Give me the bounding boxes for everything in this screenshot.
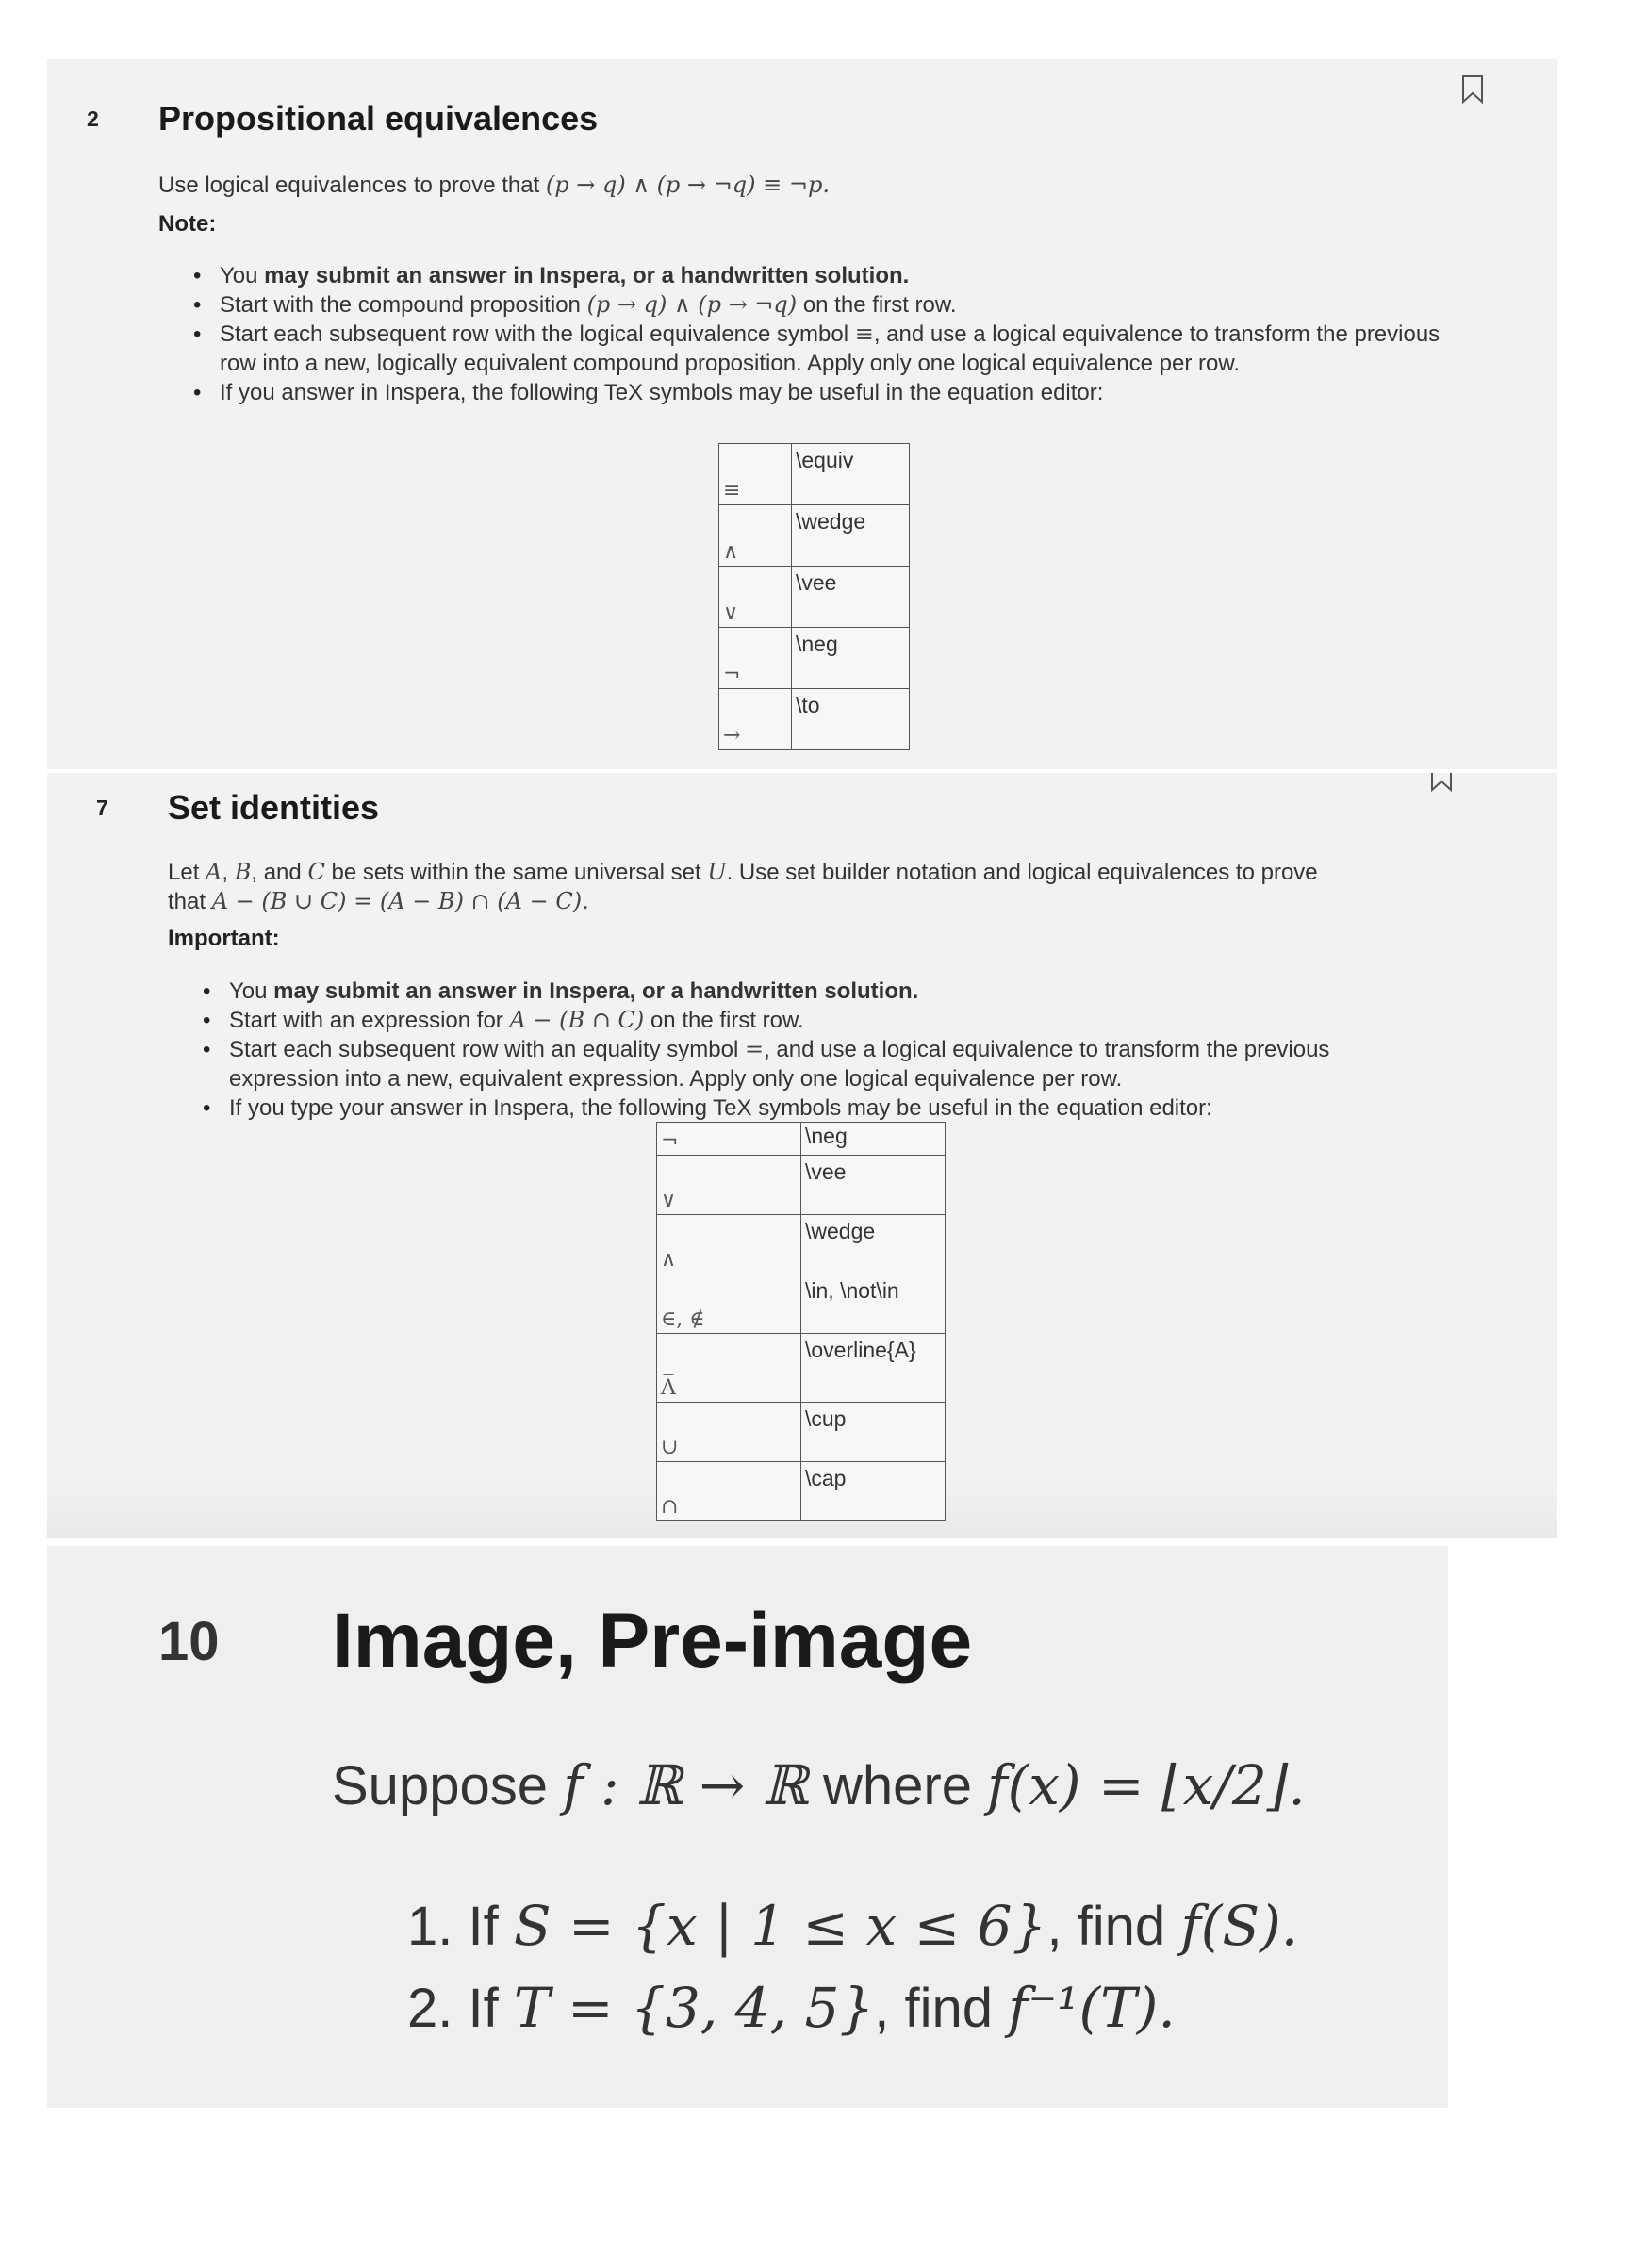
table-row bbox=[719, 689, 910, 750]
symbol-cell: ≡ bbox=[719, 444, 792, 505]
symbol-cell: ¬ bbox=[719, 628, 792, 689]
list-item: • You may submit an answer in Inspera, or a handwritten solution. bbox=[193, 261, 1447, 290]
table-row bbox=[657, 1403, 946, 1462]
list-item: • Start with an expression for A − (B ∩ C) on the first row. bbox=[203, 1006, 1428, 1035]
table-row bbox=[657, 1156, 946, 1215]
tex-command-cell: \cup bbox=[801, 1403, 946, 1462]
table-row bbox=[657, 1274, 946, 1334]
question-number: 10 bbox=[158, 1611, 220, 1672]
symbol-cell: ∈, ∉ bbox=[657, 1274, 801, 1334]
list-item: 2. If T = {3, 4, 5}, find f⁻¹(T). bbox=[407, 1976, 1176, 2040]
tex-symbols-table bbox=[656, 1122, 946, 1521]
symbol-cell: ∨ bbox=[657, 1156, 801, 1215]
bookmark-icon[interactable] bbox=[1459, 74, 1486, 105]
subquestion-list bbox=[407, 1885, 1298, 2049]
tex-command-cell: \neg bbox=[801, 1123, 946, 1156]
question-intro: Use logical equivalences to prove that (p → q) ∧ (p → ¬q) ≡ ¬p. bbox=[158, 172, 830, 198]
instructions-list bbox=[193, 261, 1447, 407]
formula: f : ℝ → ℝ bbox=[563, 1753, 808, 1817]
tex-command-cell: \neg bbox=[792, 628, 910, 689]
tex-command-cell: \vee bbox=[801, 1156, 946, 1215]
table-row bbox=[657, 1215, 946, 1274]
symbol-cell: ∨ bbox=[719, 567, 792, 628]
question-10-panel bbox=[47, 1546, 1448, 2108]
question-number: 2 bbox=[87, 107, 99, 131]
bookmark-icon[interactable] bbox=[1428, 773, 1455, 792]
table-row bbox=[657, 1334, 946, 1403]
question-number: 7 bbox=[96, 796, 108, 820]
instructions-list bbox=[203, 977, 1428, 1123]
tex-symbols-table bbox=[718, 443, 910, 750]
important-label: Important: bbox=[168, 926, 280, 951]
symbol-cell: ∧ bbox=[657, 1215, 801, 1274]
table-row bbox=[657, 1123, 946, 1156]
symbol-cell: ∩ bbox=[657, 1462, 801, 1521]
list-item: • Start each subsequent row with an equality symbol =, and use a logical equivalence to transform the previous expression into a new, equivalent expression. Apply only one logical equivalence per row. bbox=[203, 1035, 1428, 1093]
list-item: • Start each subsequent row with the logical equivalence symbol ≡, and use a logical equivalence to transform the previous row into a new, logically equivalent compound proposition. Apply only one logical equivalence per row. bbox=[193, 320, 1447, 378]
symbol-cell: A̅ bbox=[657, 1334, 801, 1403]
formula: f(x) = ⌊x/2⌋. bbox=[987, 1753, 1306, 1817]
question-intro: Let A, B, and C be sets within the same universal set U. Use set builder notation and logical equivalences to prove that A − (B ∪ C) = (A − B) ∩ (A − C). bbox=[168, 859, 1318, 914]
symbol-cell: → bbox=[719, 689, 792, 750]
tex-command-cell: \overline{A} bbox=[801, 1334, 946, 1403]
question-intro: Suppose f : ℝ → ℝ where f(x) = ⌊x/2⌋. bbox=[332, 1753, 1306, 1817]
tex-command-cell: \wedge bbox=[792, 505, 910, 567]
list-item: 1. If S = {x | 1 ≤ x ≤ 6}, find f(S). bbox=[407, 1894, 1299, 1958]
symbol-cell: ∧ bbox=[719, 505, 792, 567]
question-title: Propositional equivalences bbox=[158, 99, 599, 138]
question-title: Image, Pre-image bbox=[332, 1598, 973, 1684]
table-row bbox=[719, 567, 910, 628]
list-item: • You may submit an answer in Inspera, or a handwritten solution. bbox=[203, 977, 1428, 1006]
tex-command-cell: \to bbox=[792, 689, 910, 750]
table-row bbox=[719, 444, 910, 505]
table-row bbox=[657, 1462, 946, 1521]
question-2-panel bbox=[47, 59, 1557, 769]
list-item: • Start with the compound proposition (p → q) ∧ (p → ¬q) on the first row. bbox=[193, 290, 1447, 320]
table-row bbox=[719, 505, 910, 567]
question-title: Set identities bbox=[168, 788, 380, 827]
formula: (p → q) ∧ (p → ¬q) ≡ ¬p. bbox=[545, 172, 830, 198]
tex-command-cell: \vee bbox=[792, 567, 910, 628]
symbol-cell: ∪ bbox=[657, 1403, 801, 1462]
list-item: • If you answer in Inspera, the following TeX symbols may be useful in the equation editor: bbox=[193, 378, 1447, 407]
tex-command-cell: \wedge bbox=[801, 1215, 946, 1274]
question-7-panel bbox=[47, 773, 1557, 1538]
list-item: • If you type your answer in Inspera, the following TeX symbols may be useful in the equation editor: bbox=[203, 1093, 1428, 1123]
formula: A − (B ∪ C) = (A − B) ∩ (A − C). bbox=[211, 888, 589, 914]
tex-command-cell: \cap bbox=[801, 1462, 946, 1521]
symbol-cell: ¬ bbox=[657, 1123, 801, 1156]
tex-command-cell: \equiv bbox=[792, 444, 910, 505]
table-row bbox=[719, 628, 910, 689]
tex-command-cell: \in, \not\in bbox=[801, 1274, 946, 1334]
note-label: Note: bbox=[158, 211, 217, 237]
